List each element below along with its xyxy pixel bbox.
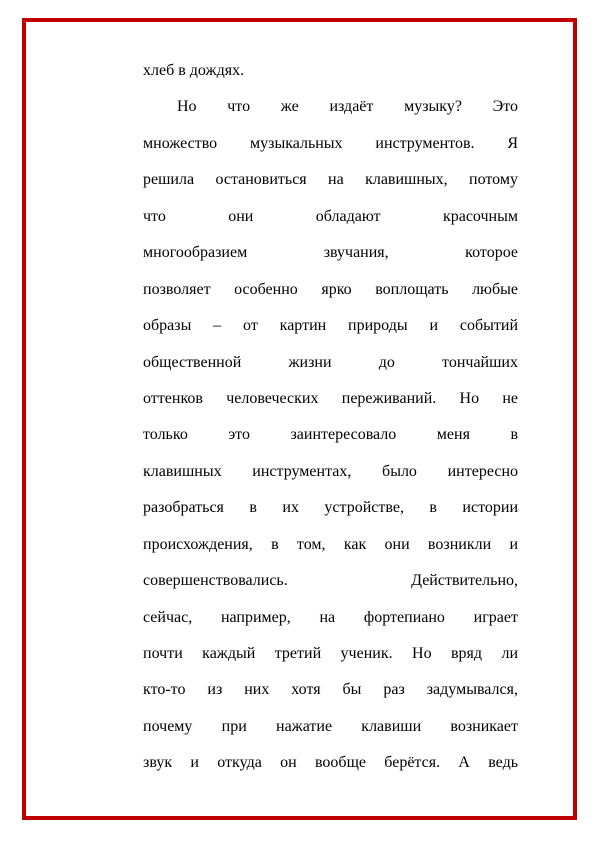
text-line: многообразием звучания, которое xyxy=(143,244,518,262)
text-line: Но что же издаёт музыку? Это xyxy=(177,98,518,116)
text-line: почти каждый третий ученик. Но вряд ли xyxy=(143,645,518,662)
text-line: только это заинтересовало меня в xyxy=(143,426,518,444)
body-text xyxy=(143,61,518,790)
text-line: решила остановиться на клавишных, потому xyxy=(143,171,518,189)
text-line: сейчас, например, на фортепиано играет xyxy=(143,608,518,626)
text-line: звук и откуда он вообще берётся. А ведь xyxy=(143,754,518,772)
text-line: кто-то из них хотя бы раз задумывался, xyxy=(143,681,518,699)
text-line: что они обладают красочным xyxy=(143,207,518,225)
text-line: множество музыкальных инструментов. Я xyxy=(143,134,518,152)
text-line: совершенствовались. Действительно, xyxy=(143,572,518,590)
text-line: почему при нажатие клавиши возникает xyxy=(143,717,518,735)
text-line: общественной жизни до тончайших xyxy=(143,353,518,371)
text-line: разобраться в их устройстве, в истории xyxy=(143,499,518,517)
text-line: оттенков человеческих переживаний. Но не xyxy=(143,389,518,407)
text-line: хлеб в дождях. xyxy=(143,62,245,79)
text-line: происхождения, в том, как они возникли и xyxy=(143,535,518,553)
text-line: клавишных инструментах, было интересно xyxy=(143,462,518,480)
text-line: позволяет особенно ярко воплощать любые xyxy=(143,280,518,298)
text-line: образы – от картин природы и событий xyxy=(143,317,518,335)
